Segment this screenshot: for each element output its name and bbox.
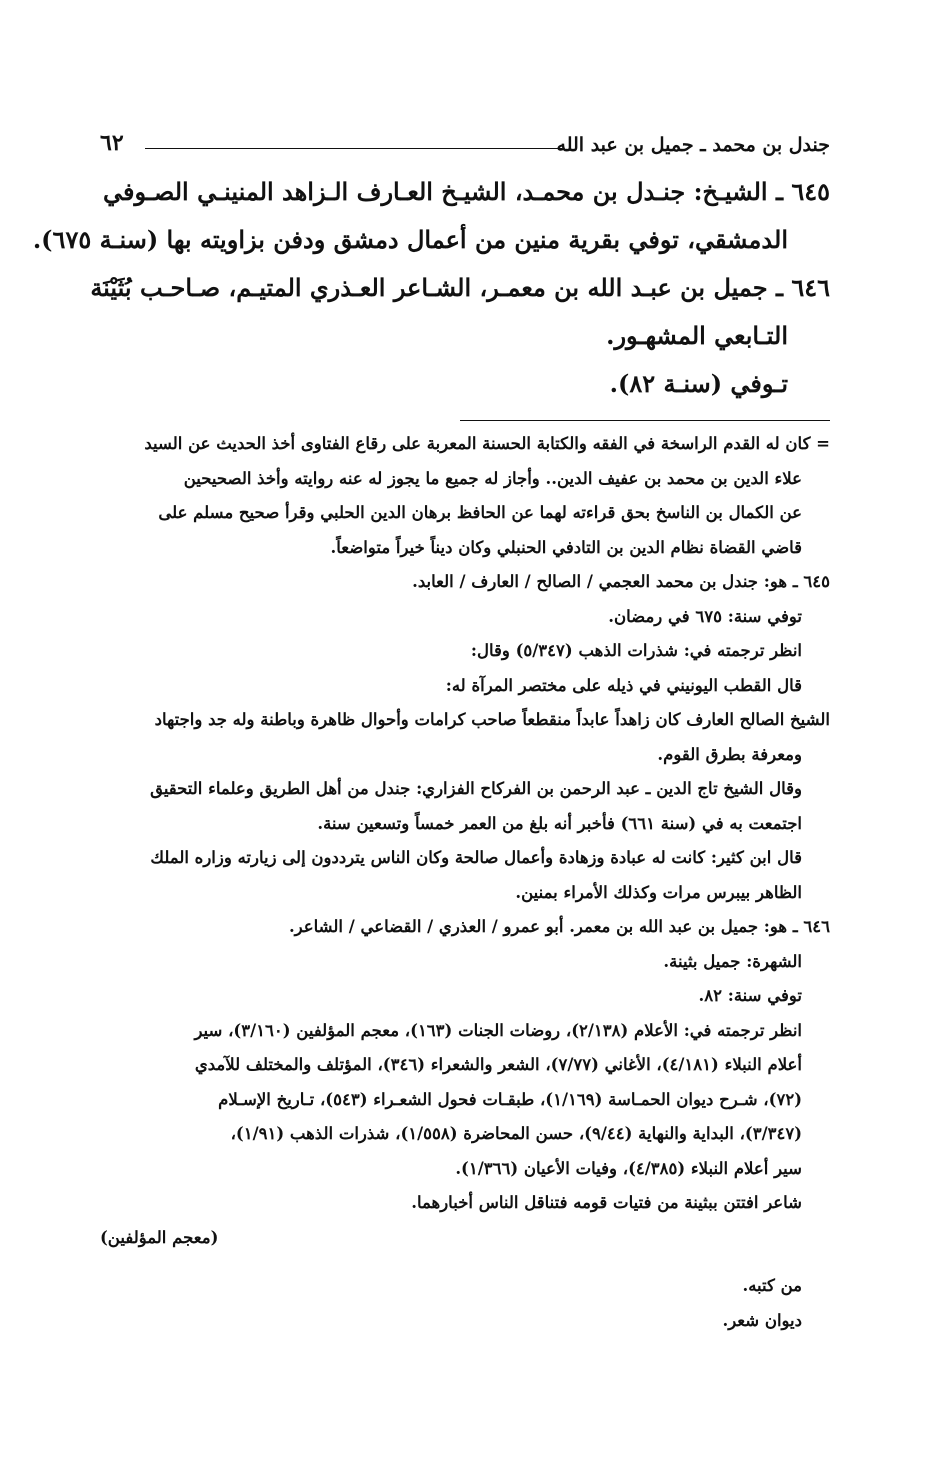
- entry-line: التـابعي المشهـور.: [606, 321, 788, 350]
- footnote-line: توفي سنة: ٨٢.: [698, 986, 802, 1005]
- footnote-separator: [460, 420, 830, 421]
- footnote-line: توفي سنة: ٦٧٥ في رمضان.: [608, 606, 802, 626]
- spacer: [100, 1255, 830, 1269]
- footnote-line: ٦٤٦ ـ هو: جميل بن عبد الله بن معمر. أبو عمرو / العذري / القضاعي / الشاعر.: [288, 917, 830, 936]
- footnote-line: اجتمعت به في (سنة ٦٦١) فأخبر أنه بلغ من العمر خمساً وتسعين سنة.: [317, 813, 802, 833]
- footnote-line: انظر ترجمته في: شذرات الذهب (٥/٣٤٧) وقال:: [470, 641, 802, 660]
- footnote-line: من كتبه.: [742, 1276, 802, 1295]
- footnote-line: الشيخ الصالح العارف كان زاهداً عابداً منقطعاً صاحب كرامات وأحوال ظاهرة وباطنة وله جد واجتهاد: [154, 710, 830, 729]
- footnote-line: (٧٢)، شـرح ديوان الحمـاسة (١/١٦٩)، طبقـات فحول الشعـراء (٥٤٣)، تـاريخ الإسـلام: [218, 1089, 802, 1109]
- footnote-line: (٣/٣٤٧)، البداية والنهاية (٩/٤٤)، حسن المحاضرة (١/٥٥٨)، شذرات الذهب (١/٩١)،: [230, 1124, 802, 1143]
- footnote-line: قاضي القضاة نظام الدين بن التادفي الحنبلي وكان ديناً خيراً متواضعاً.: [330, 537, 802, 557]
- footnote-line: الظاهر بيبرس مرات وكذلك الأمراء بمنين.: [515, 882, 802, 902]
- entry-645: [32, 168, 830, 264]
- footnote-line: أعلام النبلاء (٤/١٨١)، الأغاني (٧/٧٧)، الشعر والشعراء (٣٤٦)، المؤتلف والمختلف للآمدي: [194, 1055, 802, 1074]
- page-number: ٦٢: [100, 130, 124, 156]
- running-title: جندل بن محمد ـ جميل بن عبد الله: [556, 134, 830, 156]
- footnotes: [100, 427, 830, 1338]
- footnote-continuation: [100, 427, 830, 565]
- entry-death-date: تـوفي (سنـة ٨٢).: [609, 369, 788, 398]
- footnote-line: الشهرة: جميل بثينة.: [663, 951, 802, 971]
- page-header: [100, 128, 830, 168]
- entry-line: ٦٤٦ ـ جميل بن عبـد الله بن معمـر، الشـاعر العـذري المتيـم، صـاحـب بُثَيْنَة: [90, 273, 830, 302]
- footnote-line: علاء الدين بن محمد بن عفيف الدين.. وأجاز له جميع ما يجوز له عنه روايته وأخذ الصحيحين: [183, 468, 802, 488]
- footnote-line: ومعرفة بطرق القوم.: [657, 744, 802, 764]
- header-rule: [145, 148, 562, 149]
- footnote-source: (معجم المؤلفين): [100, 1227, 219, 1247]
- footnote-646: [100, 910, 830, 1338]
- footnote-line: عن الكمال بن الناسخ بحق قراءته لهما عن الحافظ برهان الدين الحلبي وقرأ صحيح مسلم على: [158, 503, 802, 522]
- footnote-line: شاعر افتتن ببثينة من فتيات قومه فتناقل الناس أخبارهما.: [411, 1193, 802, 1212]
- footnote-line: انظر ترجمته في: الأعلام (٢/١٣٨)، روضات الجنات (١٦٣)، معجم المؤلفين (٣/١٦٠)، سير: [194, 1020, 802, 1040]
- footnote-line: قال ابن كثير: كانت له عبادة وزهادة وأعمال صالحة وكان الناس يترددون إلى زيارته وزاره الملك: [150, 848, 802, 867]
- footnote-line: وقال الشيخ تاج الدين ـ عبد الرحمن بن الفركاح الفزاري: جندل من أهل الطريق وعلماء التحقيق: [150, 779, 802, 798]
- entry-line: ٦٤٥ ـ الشيـخ: جنـدل بن محمـد، الشيـخ العـارف الـزاهد المنينـي الصـوفي: [103, 177, 830, 206]
- footnote-645: [100, 565, 830, 910]
- footnote-line: قال القطب اليونيني في ذيله على مختصر المرآة له:: [445, 675, 802, 695]
- book-page: [32, 128, 830, 1338]
- entry-646: [90, 264, 830, 408]
- entry-line: الدمشقي، توفي بقرية منين من أعمال دمشق ودفن بزاويته بها (سنـة ٦٧٥).: [32, 225, 788, 254]
- footnote-line: سير أعلام النبلاء (٤/٣٨٥)، وفيات الأعيان (١/٣٦٦).: [455, 1158, 802, 1178]
- footnote-line: ديوان شعر.: [722, 1310, 802, 1330]
- footnote-line: ٦٤٥ ـ هو: جندل بن محمد العجمي / الصالح / العارف / العابد.: [412, 572, 830, 591]
- footnote-line: = كان له القدم الراسخة في الفقه والكتابة الحسنة المعربة على رقاع الفتاوى أخذ الحديث عن السيد: [144, 434, 830, 453]
